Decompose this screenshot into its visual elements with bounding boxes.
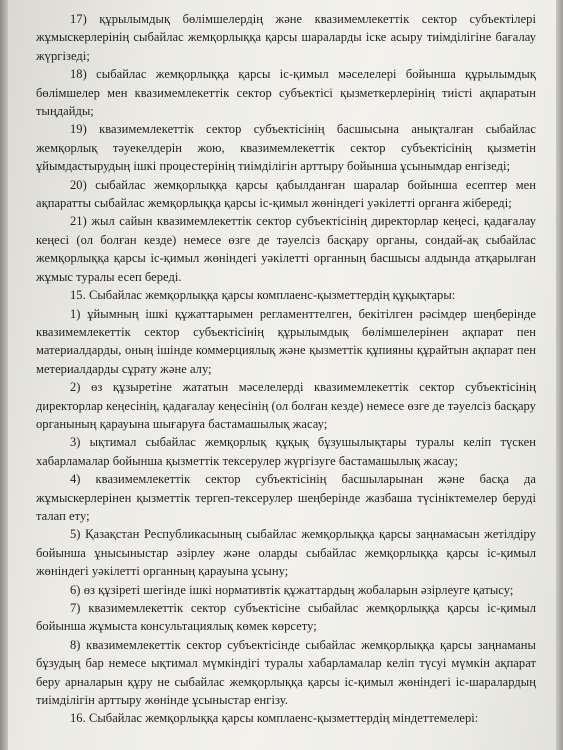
section-16-heading: 16. Сыбайлас жемқорлыққа қарсы комплаенс-қызметтердің міндеттемелері: xyxy=(70,711,479,726)
section-15-item-7: 7) квазимемлекеттік сектор субъектісіне сыбайлас жемқорлыққа қарсы іс-қимыл бойынша жұмыста консультациялық көмек көрсету; xyxy=(36,601,536,634)
section-15-item-4: 4) квазимемлекеттік сектор субъектісінің басшыларынан және басқа да жұмыскерлерінен қызметтік тергеп-тексерулер шеңберінде жазбаша түсініктемелер беруді талап ету; xyxy=(36,472,536,523)
section-15-item-1: 1) ұйымның ішкі құжаттарымен регламенттелген, бекітілген рәсімдер шеңберінде квазимемлекеттік сектор субъектісінің құрылымдық бөлімшелерінен ақпарат пен материалдарды, оның ішінде коммерциялық және қызметтік құпияны құрайтын ақпарат пен метериалдарды сұрату және алу; xyxy=(36,306,536,376)
paragraph-item-17: 17) құрылымдық бөлімшелердің және квазимемлекеттік сектор субъектілері жұмыскерлерінің сыбайлас жемқорлыққа қарсы шараларды іске асыру тиімділігіне бағалау жүргізеді; xyxy=(36,12,536,63)
paragraph-item-21: 21) жыл сайын квазимемлекеттік сектор субъектісінің директорлар кеңесі, қадағалау кеңесі (ол болған кезде) немесе өзге де тәуелсіз басқару органы, сондай-ақ сыбайлас жемқорлыққа қарсы іс-қимыл жөніндегі уәкілетті органның басшысы алдында атқарылған жұмыс туралы есеп береді. xyxy=(36,214,536,284)
paragraph-item-18: 18) сыбайлас жемқорлыққа қарсы іс-қимыл мәселелері бойынша құрылымдық бөлімшелер мен квазимемлекеттік сектор субъектісі қызметкерлерінің тиісті ақпаратын тыңдайды; xyxy=(36,67,536,119)
section-15-item-6: 6) өз құзіреті шегінде ішкі нормативтік құжаттардың жобаларын әзірлеуге қатысу; xyxy=(70,582,514,597)
section-15-heading: 15. Сыбайлас жемқорлыққа қарсы комплаенс-қызметтердің құқықтары: xyxy=(70,288,456,303)
paper-edge-left xyxy=(0,0,8,750)
section-15-item-5: 5) Қазақстан Республикасының сыбайлас жемқорлыққа қарсы заңнамасын жетілдіру бойынша ұнысыныстар әзірлеу және оларды сыбайлас жемқорлыққа қарсы іс-қимыл жөніндегі уәкілетті органның қарауына ұсыну; xyxy=(36,527,536,579)
section-15-item-3: 3) ықтимал сыбайлас жемқорлық құқық бұзушылықтары туралы келіп түскен хабарламалар бойынша қызметтік тексерулер жүргізуге бастамашылық жасау; xyxy=(36,435,536,468)
paragraph-item-20: 20) сыбайлас жемқорлыққа қарсы қабылданған шаралар бойынша есептер мен ақпаратты сыбайлас жемқорлыққа қарсы іс-қимыл жөніндегі уәкілетті органға жібереді; xyxy=(36,177,536,211)
paper-edge-right xyxy=(556,0,563,750)
section-15-item-8: 8) квазимемлекеттік сектор субъектісінде сыбайлас жемқорлыққа қарсы заңнаманы бұзудың бар немесе ықтимал мүмкіндігі туралы хабарламалар келіп түсуі мүмкін ақпарат беру арналарын құру не сыбайлас жемқорлыққа қарсы іс-қимыл жөніндегі іс-шаралардың тиімділігін арттыру жөнінде ұсыныстар енгізу. xyxy=(36,637,536,708)
paragraph-item-19: 19) квазимемлекеттік сектор субъектісінің басшысына анықталған сыбайлас жемқорлық тәуекелдерін жою, квазимемлекеттік сектор субъектісінің қызметін ұйымдастырудың ішкі процестерінің тиімділігін арттыру бойынша ұсынымдар енгізеді; xyxy=(36,122,536,174)
section-15-item-2: 2) өз құзыретіне жататын мәселелерді квазимемлекеттік сектор субъектісінің директорлар кеңесінің, қадағалау кеңесінің (ол болған кезде) немесе өзге де тәуелсіз басқару органының қарауына шығаруға бастамашылық жасау; xyxy=(36,380,536,431)
document-page xyxy=(36,10,536,728)
